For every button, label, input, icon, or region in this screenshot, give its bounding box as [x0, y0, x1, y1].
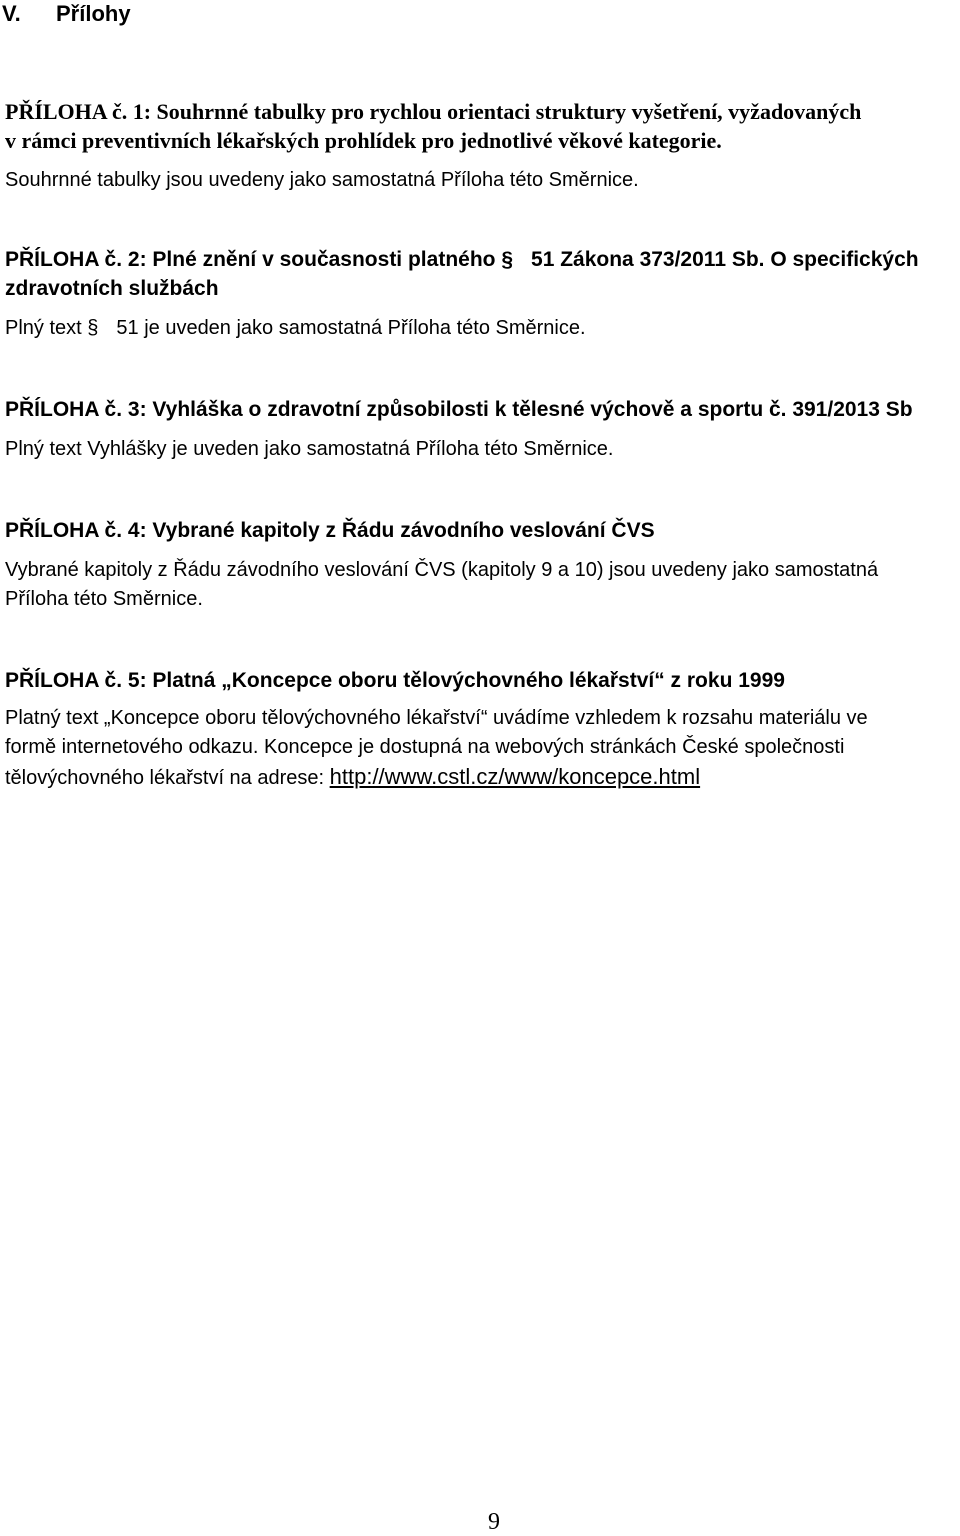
- section-symbol: §: [87, 317, 99, 339]
- annex-2-heading-line-2: zdravotních službách: [5, 277, 219, 300]
- section-heading: [2, 0, 131, 28]
- section-number: V.: [2, 1, 21, 26]
- annex-4-body-line-2: Příloha této Směrnice.: [5, 588, 203, 610]
- annex-5-body-line-1: Platný text „Koncepce oboru tělovýchovného lékařství“ uvádíme vzhledem k rozsahu materiálu ve: [5, 707, 868, 729]
- annex-5-body-line-3-prefix: tělovýchovného lékařství na adrese:: [5, 767, 330, 789]
- annex-3-body: Plný text Vyhlášky je uveden jako samostatná Příloha této Směrnice.: [5, 438, 614, 460]
- annex-4-heading: PŘÍLOHA č. 4: Vybrané kapitoly z Řádu závodního veslování ČVS: [5, 519, 655, 542]
- section-title-text: Přílohy: [56, 1, 131, 26]
- koncepce-link[interactable]: http://www.cstl.cz/www/koncepce.html: [329, 764, 701, 789]
- annex-4: [5, 516, 955, 614]
- annex-5: [5, 666, 955, 793]
- annex-1-heading-line-1: PŘÍLOHA č. 1: Souhrnné tabulky pro rychlou orientaci struktury vyšetření, vyžadovaných: [5, 99, 862, 124]
- annex-2-heading-rest: 51 Zákona 373/2011 Sb. O specifických: [531, 248, 919, 271]
- section-symbol: §: [501, 248, 514, 271]
- annex-2-body-rest: 51 je uveden jako samostatná Příloha této Směrnice.: [116, 317, 586, 339]
- annex-2-heading-prefix: PŘÍLOHA č. 2: Plné znění v současnosti platného: [5, 248, 496, 271]
- annex-1: [5, 97, 955, 195]
- annex-5-heading: PŘÍLOHA č. 5: Platná „Koncepce oboru tělovýchovného lékařství“ z roku 1999: [5, 669, 785, 692]
- annex-2: [5, 245, 955, 343]
- annex-2-body-prefix: Plný text: [5, 317, 82, 339]
- annex-3-heading: PŘÍLOHA č. 3: Vyhláška o zdravotní způsobilosti k tělesné výchově a sportu č. 391/2013 Sb: [5, 398, 913, 421]
- page-number: 9: [488, 1509, 500, 1535]
- annex-4-body-line-1: Vybrané kapitoly z Řádu závodního veslování ČVS (kapitoly 9 a 10) jsou uvedeny jako samostatná: [5, 559, 879, 581]
- annex-1-heading-line-2: v rámci preventivních lékařských prohlídek pro jednotlivé věkové kategorie.: [5, 128, 722, 153]
- annex-2-heading-line-1: [5, 245, 955, 274]
- annex-3: [5, 395, 955, 464]
- annex-5-body-line-3: [5, 762, 955, 793]
- annex-1-body: Souhrnné tabulky jsou uvedeny jako samostatná Příloha této Směrnice.: [5, 169, 639, 191]
- annex-5-body-line-2: formě internetového odkazu. Koncepce je dostupná na webových stránkách České společnosti: [5, 736, 845, 758]
- annex-2-body: [5, 314, 955, 343]
